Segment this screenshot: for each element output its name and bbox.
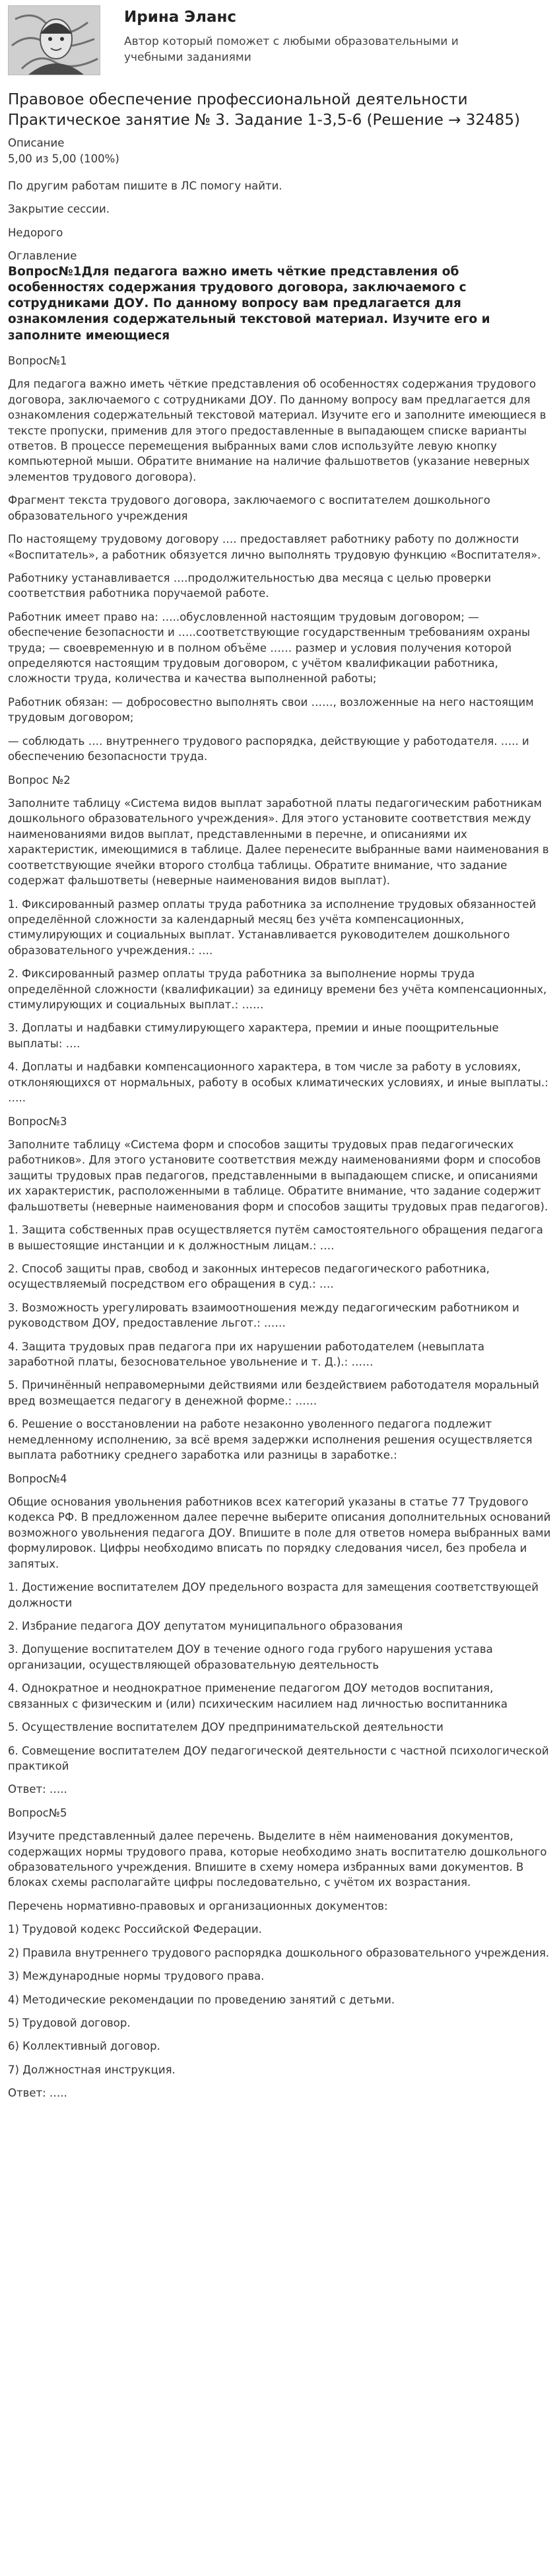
question-paragraph: Перечень нормативно-правовых и организационных документов: [8,1899,388,1912]
question-label: Вопрос№5 [8,1806,67,1819]
question-paragraph: 4. Однократное и неоднократное применение педагогом ДОУ методов воспитания, связанных с физическим и (или) психическим насилием над личностью воспитанника [8,1682,508,1710]
question1-heading-number: Вопрос№1 [8,264,82,279]
question-paragraph: 3) Международные нормы трудового права. [8,1970,265,1983]
question-paragraph: Фрагмент текста трудового договора, заключаемого с воспитателем дошкольного образовательного учреждения [8,494,490,522]
question-paragraph: 1. Защита собственных прав осуществляется путём самостоятельного обращения педагога в вышестоящие инстанции и к должностным лицам.: …. [8,1224,543,1252]
question-paragraph: 6. Совмещение воспитателем ДОУ педагогической деятельности с частной психологической практикой [8,1744,549,1772]
question-paragraph: Заполните таблицу «Система форм и способов защиты трудовых прав педагогических работников». Для этого установите соответствия между наименованиями форм и способов защиты трудовых прав педагогов, представленными в выпадающем списке, и описаниями их характеристик, расположенными в таблице. Обратите внимание, что задание содержит фальшответы (неверные наименования форм и способов защиты трудовых прав педагогов). [8,1138,548,1213]
question-paragraph: По настоящему трудовому договору …. предоставляет работнику работу по должности «Воспитатель», а работник обязуется лично выполнять трудовую функцию «Воспитателя». [8,533,541,561]
question-paragraph: Ответ: ….. [8,1783,67,1796]
question-label: Вопрос№3 [8,1115,67,1128]
question-section-3 [8,1114,551,1463]
question-paragraph: 5) Трудовой договор. [8,2016,131,2029]
question-paragraph: 7) Должностная инструкция. [8,2063,176,2076]
question-paragraph: 4. Защита трудовых прав педагога при их нарушении работодателем (невыплата заработной платы, безосновательное увольнение и т. Д.).: …… [8,1340,484,1369]
question-paragraph: 6. Решение о восстановлении на работе незаконно уволенного педагога подлежит немедленному исполнению, за всё время задержки исполнения решения осуществляется выплата работнику среднего заработка или разницы в заработке.: [8,1418,533,1462]
question-paragraph: Заполните таблицу «Система видов выплат заработной платы педагогическим работникам дошкольного образовательного учреждения». Для этого установите соответствия между наименованиями видов выплат, представленными в перечне, и описаниями их характеристик, имеющимися в таблице. Далее перенесите выбранные вами наименования в соответствующие ячейки второго столбца таблицы. Обратите внимание, что задание содержат фальшответы (неверные наименования видов выплат). [8,796,549,888]
question1-heading [8,264,551,344]
author-info [124,5,494,66]
question-paragraph: — соблюдать …. внутреннего трудового распорядка, действующие у работодателя. ….. и обеспечению безопасности труда. [8,734,529,763]
author-name[interactable]: Ирина Эланс [124,9,237,26]
question-paragraph: Работник имеет право на: …..обусловленной настоящим трудовым договором; — обеспечение безопасности и …..соответствующие государственным требованиям охраны труда; — своевременную и в полном объёме …… размер и условия получения которой определяются настоящим трудовым договором, с учётом квалификации работника, сложности труда, количества и качества выполненной работы; [8,610,531,685]
question-paragraph: 1. Фиксированный размер оплаты труда работника за исполнение трудовых обязанностей определённой сложности за календарный месяц без учёта компенсационных, стимулирующих и социальных выплат. Устанавливается руководителем дошкольного образовательного учреждения.: …. [8,897,537,957]
question-paragraph: 2. Способ защиты прав, свобод и законных интересов педагогического работника, осуществляемый посредством его обращения в суд.: …. [8,1262,490,1291]
question-label: Вопрос№4 [8,1472,67,1485]
question-paragraph: Для педагога важно иметь чёткие представления об особенностях содержания трудового договора, заключаемого с сотрудниками ДОУ. По данному вопросу вам предлагается для ознакомления содержательный текстовой материал. Изучите его и заполните имеющиеся в тексте пропуски, применив для этого предоставленные в выпадающем списке варианты ответов. В процессе перемещения выбранных вами слов используйте левую кнопку компьютерной мыши. Обратите внимание на наличие фальшответов (указание неверных элементов трудового договора). [8,378,546,483]
question-paragraph: 2) Правила внутреннего трудового распорядка дошкольного образовательного учреждения. [8,1946,550,1959]
question-paragraph: Работник обязан: — добросовестно выполнять свои ……, возложенные на него настоящим трудовым договором; [8,695,534,724]
question-paragraph: 1) Трудовой кодекс Российской Федерации. [8,1923,262,1936]
question-label: Вопрос№1 [8,354,67,367]
question-label: Вопрос №2 [8,773,71,786]
question-paragraph: 2. Фиксированный размер оплаты труда работника за выполнение нормы труда определённой сложности (квалификации) за единицу времени без учёта компенсационных, стимулирующих и социальных выплат.: …… [8,967,547,1012]
description-label: Описание [8,137,65,150]
question-paragraph: Работнику устанавливается ….продолжительностью два месяца с целью проверки соответствия работника поручаемой работе. [8,571,492,600]
question-paragraph: 4. Доплаты и надбавки компенсационного характера, в том числе за работу в условиях, отклоняющихся от нормальных, работу в особых климатических условиях, и иные выплаты.: ….. [8,1061,548,1105]
author-description: Автор который поможет с любыми образовательными и учебными заданиями [124,34,459,65]
note-line: Закрытие сессии. [8,203,110,216]
avatar-image-icon [9,6,100,75]
note-line: По другим работам пишите в ЛС помогу найти. [8,180,282,192]
question-section-5 [8,1805,551,2101]
toc-label: Оглавление [8,250,77,263]
question-paragraph: 4) Методические рекомендации по проведению занятий с детьми. [8,1993,395,2006]
question-paragraph: Изучите представленный далее перечень. Выделите в нём наименования документов, содержащих нормы трудового права, которые необходимо знать воспитателю дошкольного образовательного учреждения. Впишите в схему номера избранных вами документов. В блоках схемы располагайте цифры последовательно, с учётом их возрастания. [8,1830,547,1889]
question-paragraph: Общие основания увольнения работников всех категорий указаны в статье 77 Трудового кодекса РФ. В предложенном далее перечне выберите описания дополнительных оснований возможного увольнения педагога ДОУ. Впишите в поле для ответов номера выбранных вами формулировок. Цифры необходимо вписать по порядку следования чисел, без пробела и запятых. [8,1496,551,1570]
question-paragraph: 5. Осуществление воспитателем ДОУ предпринимательской деятельности [8,1721,444,1734]
question-paragraph: 1. Достижение воспитателем ДОУ предельного возраста для замещения соответствующей должности [8,1581,539,1609]
question-paragraph: 3. Возможность урегулировать взаимоотношения между педагогическим работником и руководством ДОУ, предоставление льгот.: …… [8,1301,519,1330]
question-paragraph: 3. Доплаты и надбавки стимулирующего характера, премии и иные поощрительные выплаты: …. [8,1022,499,1050]
question-paragraph: 5. Причинённый неправомерными действиями или бездействием работодателя моральный вред возмещается педагогу в денежной форме.: …… [8,1379,539,1407]
note-line: Недорого [8,226,63,239]
question-paragraph: 2. Избрание педагога ДОУ депутатом муниципального образования [8,1619,403,1632]
author-avatar[interactable] [8,5,100,75]
questions-content [8,353,551,2101]
author-card [8,5,551,75]
notes-block [8,178,551,240]
question-paragraph: Ответ: ….. [8,2087,67,2100]
work-title: Правовое обеспечение профессиональной деятельности Практическое занятие № 3. Задание 1-3,5-6 (Решение → 32485) [8,91,520,129]
question1-heading-text: Для педагога важно иметь чёткие представления об особенностях содержания трудового договора, заключаемого с сотрудниками ДОУ. По данному вопросу вам предлагается для ознакомления содержательный текстовой материал. Изучите его и заполните имеющиеся [8,264,490,343]
question-paragraph: 3. Допущение воспитателем ДОУ в течение одного года грубого нарушения устава организации, осуществляющей образовательную деятельность [8,1643,493,1671]
rating-value: 5,00 из 5,00 (100%) [8,152,119,165]
question-section-1 [8,353,551,765]
question-paragraph: 6) Коллективный договор. [8,2040,160,2053]
question-section-4 [8,1471,551,1797]
question-section-2 [8,773,551,1106]
